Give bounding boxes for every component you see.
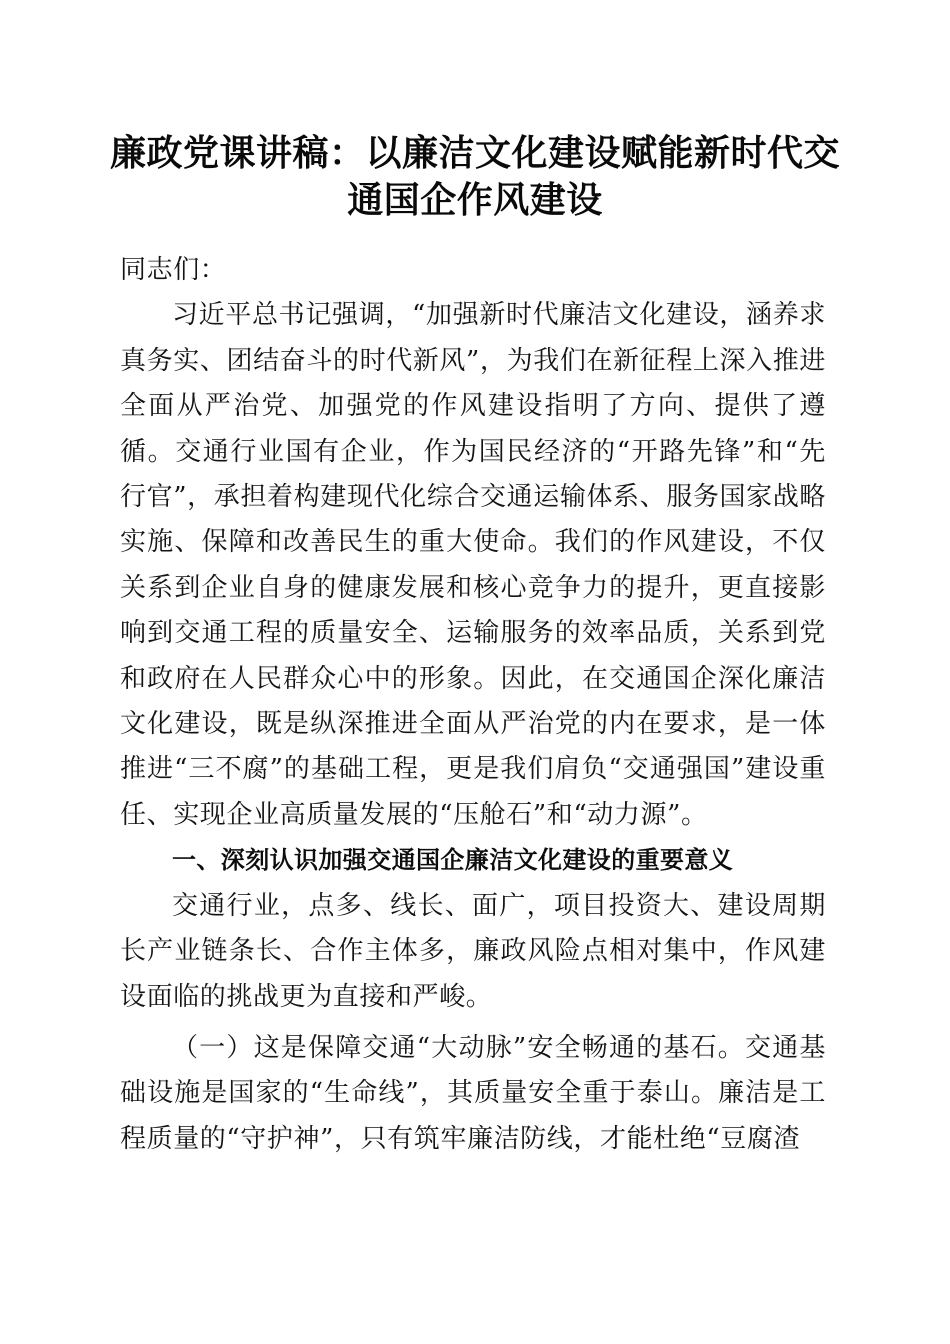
section-heading-1: 一、深刻认识加强交通国企廉洁文化建设的重要意义 [172, 846, 734, 875]
intro-paragraph: 习近平总书记强调，“加强新时代廉洁文化建设，涵养求真务实、团结奋斗的时代新风”，为我们在新征程上深入推进全面从严治党、加强党的作风建设指明了方向、提供了遵循。交通行业国有企业，作为国民经济的“开路先锋”和“先行官”，承担着构建现代化综合交通运输体系、服务国家战略实施、保障和改善民生的重大使命。我们的作风建设，不仅关系到企业自身的健康发展和核心竞争力的提升，更直接影响到交通工程的质量安全、运输服务的效率品质，关系到党和政府在人民群众心中的形象。因此，在交通国企深化廉洁文化建设，既是纵深推进全面从严治党的内在要求，是一体推进“三不腐”的基础工程，更是我们肩负“交通强国”建设重任、实现企业高质量发展的“压舱石”和“动力源”。 [120, 300, 826, 830]
document-title: 廉政党课讲稿：以廉洁文化建设赋能新时代交通国企作风建设 [109, 132, 840, 221]
salutation: 同志们： [120, 255, 227, 285]
section-1-paragraph: 交通行业，点多、线长、面广，项目投资大、建设周期长产业链条长、合作主体多，廉政风险点相对集中，作风建设面临的挑战更为直接和严峻。 [120, 890, 826, 1012]
document-body [120, 248, 826, 1162]
subsection-1-paragraph: （一）这是保障交通“大动脉”安全畅通的基石。交通基础设施是国家的“生命线”，其质量安全重于泰山。廉洁是工程质量的“守护神”，只有筑牢廉洁防线，才能杜绝“豆腐渣 [120, 1032, 826, 1154]
